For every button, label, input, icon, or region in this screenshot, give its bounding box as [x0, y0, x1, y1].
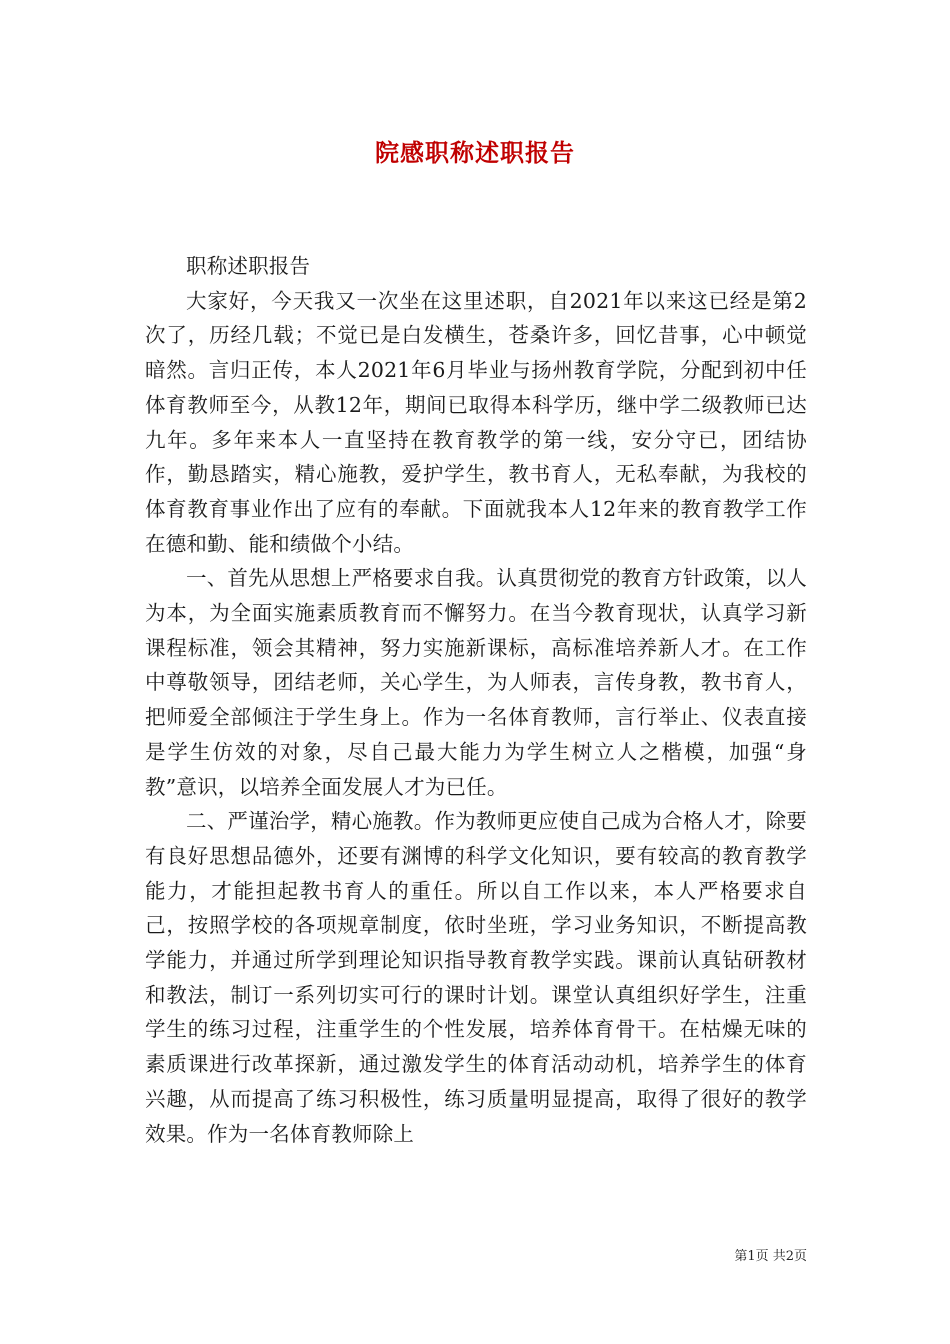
paragraph-intro: 大家好，今天我又一次坐在这里述职，自2021年以来这已经是第2次了，历经几载；不觉已是白发横生，苍桑许多，回忆昔事，心中顿觉暗然。言归正传，本人2021年6月毕业与扬州教育学院，分配到初中任体育教师至今，从教12年，期间已取得本科学历，继中学二级教师已达九年。多年来本人一直坚持在教育教学的第一线，安分守已，团结协作，勤恳踏实，精心施教，爱护学生，教书育人，无私奉献，为我校的体育教育事业作出了应有的奉献。下面就我本人12年来的教育教学工作在德和勤、能和绩做个小结。	[145, 288, 807, 556]
paragraph-section-2: 二、严谨治学，精心施教。作为教师更应使自己成为合格人才，除要有良好思想品德外，还要有渊博的科学文化知识，要有较高的教育教学能力，才能担起教书育人的重任。所以自工作以来，本人严格要求自己，按照学校的各项规章制度，依时坐班，学习业务知识，不断提高教学能力，并通过所学到理论知识指导教育教学实践。课前认真钻研教材和教法，制订一系列切实可行的课时计划。课堂认真组织好学生，注重学生的练习过程，注重学生的个性发展，培养体育骨干。在枯燥无味的素质课进行改革探新，通过激发学生的体育活动动机，培养学生的体育兴趣，从而提高了练习积极性，练习质量明显提高，取得了很好的教学效果。作为一名体育教师除上	[145, 809, 807, 1146]
page-number: 第1页 共2页	[734, 1249, 807, 1264]
paragraph-heading: 职称述职报告	[186, 254, 311, 278]
document-body	[145, 249, 807, 1151]
paragraph-section-1: 一、首先从思想上严格要求自我。认真贯彻党的教育方针政策，以人为本，为全面实施素质教育而不懈努力。在当今教育现状，认真学习新课程标准，领会其精神，努力实施新课标，高标准培养新人才。在工作中尊敬领导，团结老师，关心学生，为人师表，言传身教，教书育人，把师爱全部倾注于学生身上。作为一名体育教师，言行举止、仪表直接是学生仿效的对象，尽自己最大能力为学生树立人之楷模，加强“身教”意识，以培养全面发展人才为已任。	[145, 566, 807, 799]
page-title: 院感职称述职报告	[375, 138, 575, 167]
